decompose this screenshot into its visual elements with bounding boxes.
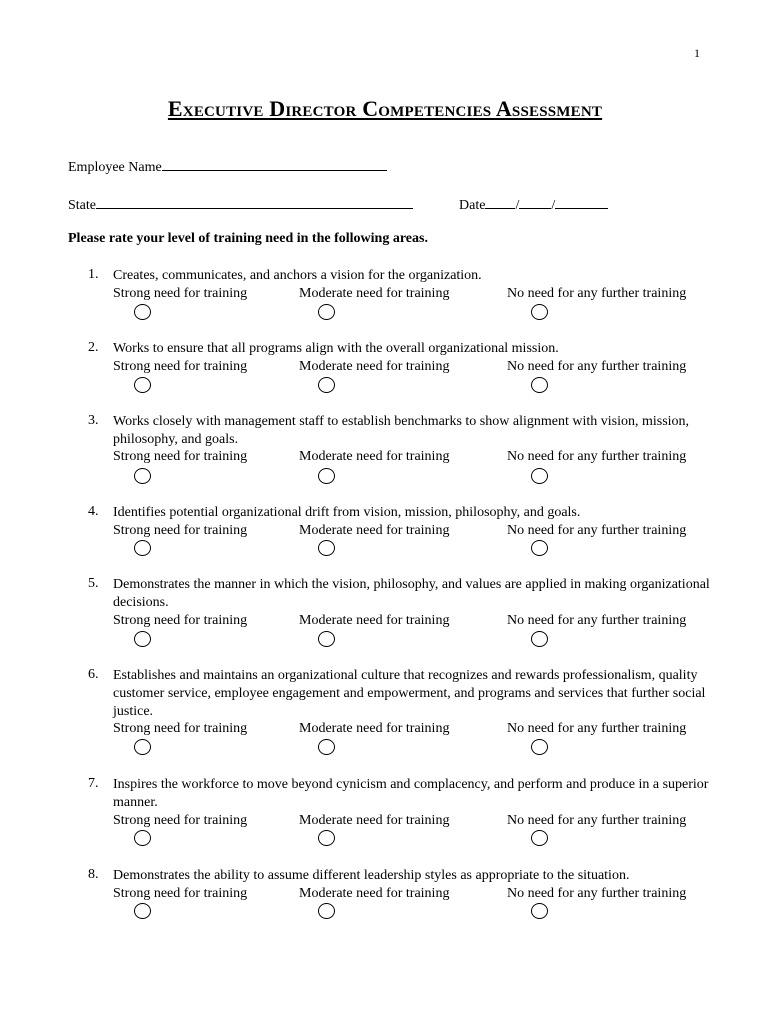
item-number: 8. — [88, 867, 99, 882]
option-none-label: No need for any further training — [507, 613, 687, 628]
item-number: 4. — [88, 504, 99, 519]
radio-strong[interactable] — [134, 739, 151, 755]
item-number: 2. — [88, 340, 99, 355]
radio-strong[interactable] — [134, 903, 151, 919]
option-moderate-label: Moderate need for training — [299, 721, 450, 736]
radio-strong[interactable] — [134, 540, 151, 556]
radio-strong[interactable] — [134, 468, 151, 484]
radio-moderate[interactable] — [318, 377, 335, 393]
option-moderate-label: Moderate need for training — [299, 813, 450, 828]
radio-none[interactable] — [531, 631, 548, 647]
employee-name-input[interactable] — [162, 158, 387, 171]
option-strong-label: Strong need for training — [113, 886, 248, 901]
date-separator: / — [551, 198, 556, 213]
date-month-input[interactable] — [485, 196, 515, 209]
radio-moderate[interactable] — [318, 631, 335, 647]
option-moderate-label: Moderate need for training — [299, 359, 450, 374]
option-strong-label: Strong need for training — [113, 359, 248, 374]
date-day-input[interactable] — [519, 196, 551, 209]
item-number: 7. — [88, 776, 99, 791]
radio-none[interactable] — [531, 739, 548, 755]
item-text: Demonstrates the manner in which the vision, philosophy, and values are applied in making organizational decisions. — [113, 577, 710, 610]
option-strong-label: Strong need for training — [113, 613, 248, 628]
item-text: Establishes and maintains an organizational culture that recognizes and rewards professionalism, quality customer service, employee engagement and empowerment, and programs and services that further social justice. — [113, 668, 706, 719]
option-moderate-label: Moderate need for training — [299, 613, 450, 628]
employee-name-label: Employee Name — [68, 160, 162, 175]
option-none-label: No need for any further training — [507, 886, 687, 901]
instruction-text: Please rate your level of training need in the following areas. — [68, 231, 428, 246]
radio-none[interactable] — [531, 540, 548, 556]
item-number: 6. — [88, 667, 99, 682]
state-label: State — [68, 198, 96, 213]
option-strong-label: Strong need for training — [113, 721, 248, 736]
state-input[interactable] — [96, 196, 413, 209]
radio-none[interactable] — [531, 377, 548, 393]
radio-moderate[interactable] — [318, 903, 335, 919]
item-number: 5. — [88, 576, 99, 591]
page-title: Executive Director Competencies Assessment — [167, 96, 603, 121]
option-none-label: No need for any further training — [507, 449, 687, 464]
item-number: 1. — [88, 267, 99, 282]
radio-moderate[interactable] — [318, 739, 335, 755]
radio-strong[interactable] — [134, 377, 151, 393]
item-text: Works closely with management staff to establish benchmarks to show alignment with vision, mission, philosophy, and goals. — [113, 414, 690, 447]
item-text: Inspires the workforce to move beyond cynicism and complacency, and perform and produce in a superior manner. — [113, 777, 709, 810]
radio-strong[interactable] — [134, 830, 151, 846]
option-none-label: No need for any further training — [507, 721, 687, 736]
item-text: Demonstrates the ability to assume different leadership styles as appropriate to the situation. — [113, 868, 630, 883]
radio-none[interactable] — [531, 903, 548, 919]
item-number: 3. — [88, 413, 99, 428]
date-separator: / — [515, 198, 520, 213]
option-moderate-label: Moderate need for training — [299, 886, 450, 901]
item-text: Works to ensure that all programs align with the overall organizational mission. — [113, 341, 559, 356]
option-none-label: No need for any further training — [507, 523, 687, 538]
option-strong-label: Strong need for training — [113, 813, 248, 828]
date-field — [459, 196, 608, 214]
radio-none[interactable] — [531, 304, 548, 320]
radio-moderate[interactable] — [318, 468, 335, 484]
state-field — [68, 196, 413, 214]
item-text: Identifies potential organizational drift from vision, mission, philosophy, and goals. — [113, 505, 581, 520]
date-label: Date — [459, 198, 486, 213]
radio-moderate[interactable] — [318, 304, 335, 320]
date-year-input[interactable] — [555, 196, 608, 209]
option-moderate-label: Moderate need for training — [299, 449, 450, 464]
radio-strong[interactable] — [134, 304, 151, 320]
radio-moderate[interactable] — [318, 540, 335, 556]
radio-strong[interactable] — [134, 631, 151, 647]
radio-none[interactable] — [531, 830, 548, 846]
option-none-label: No need for any further training — [507, 286, 687, 301]
page-number: 1 — [694, 46, 700, 60]
option-none-label: No need for any further training — [507, 359, 687, 374]
option-strong-label: Strong need for training — [113, 449, 248, 464]
option-moderate-label: Moderate need for training — [299, 523, 450, 538]
option-strong-label: Strong need for training — [113, 286, 248, 301]
radio-moderate[interactable] — [318, 830, 335, 846]
option-moderate-label: Moderate need for training — [299, 286, 450, 301]
employee-name-field — [68, 158, 387, 176]
item-text: Creates, communicates, and anchors a vision for the organization. — [113, 268, 482, 283]
option-strong-label: Strong need for training — [113, 523, 248, 538]
option-none-label: No need for any further training — [507, 813, 687, 828]
radio-none[interactable] — [531, 468, 548, 484]
